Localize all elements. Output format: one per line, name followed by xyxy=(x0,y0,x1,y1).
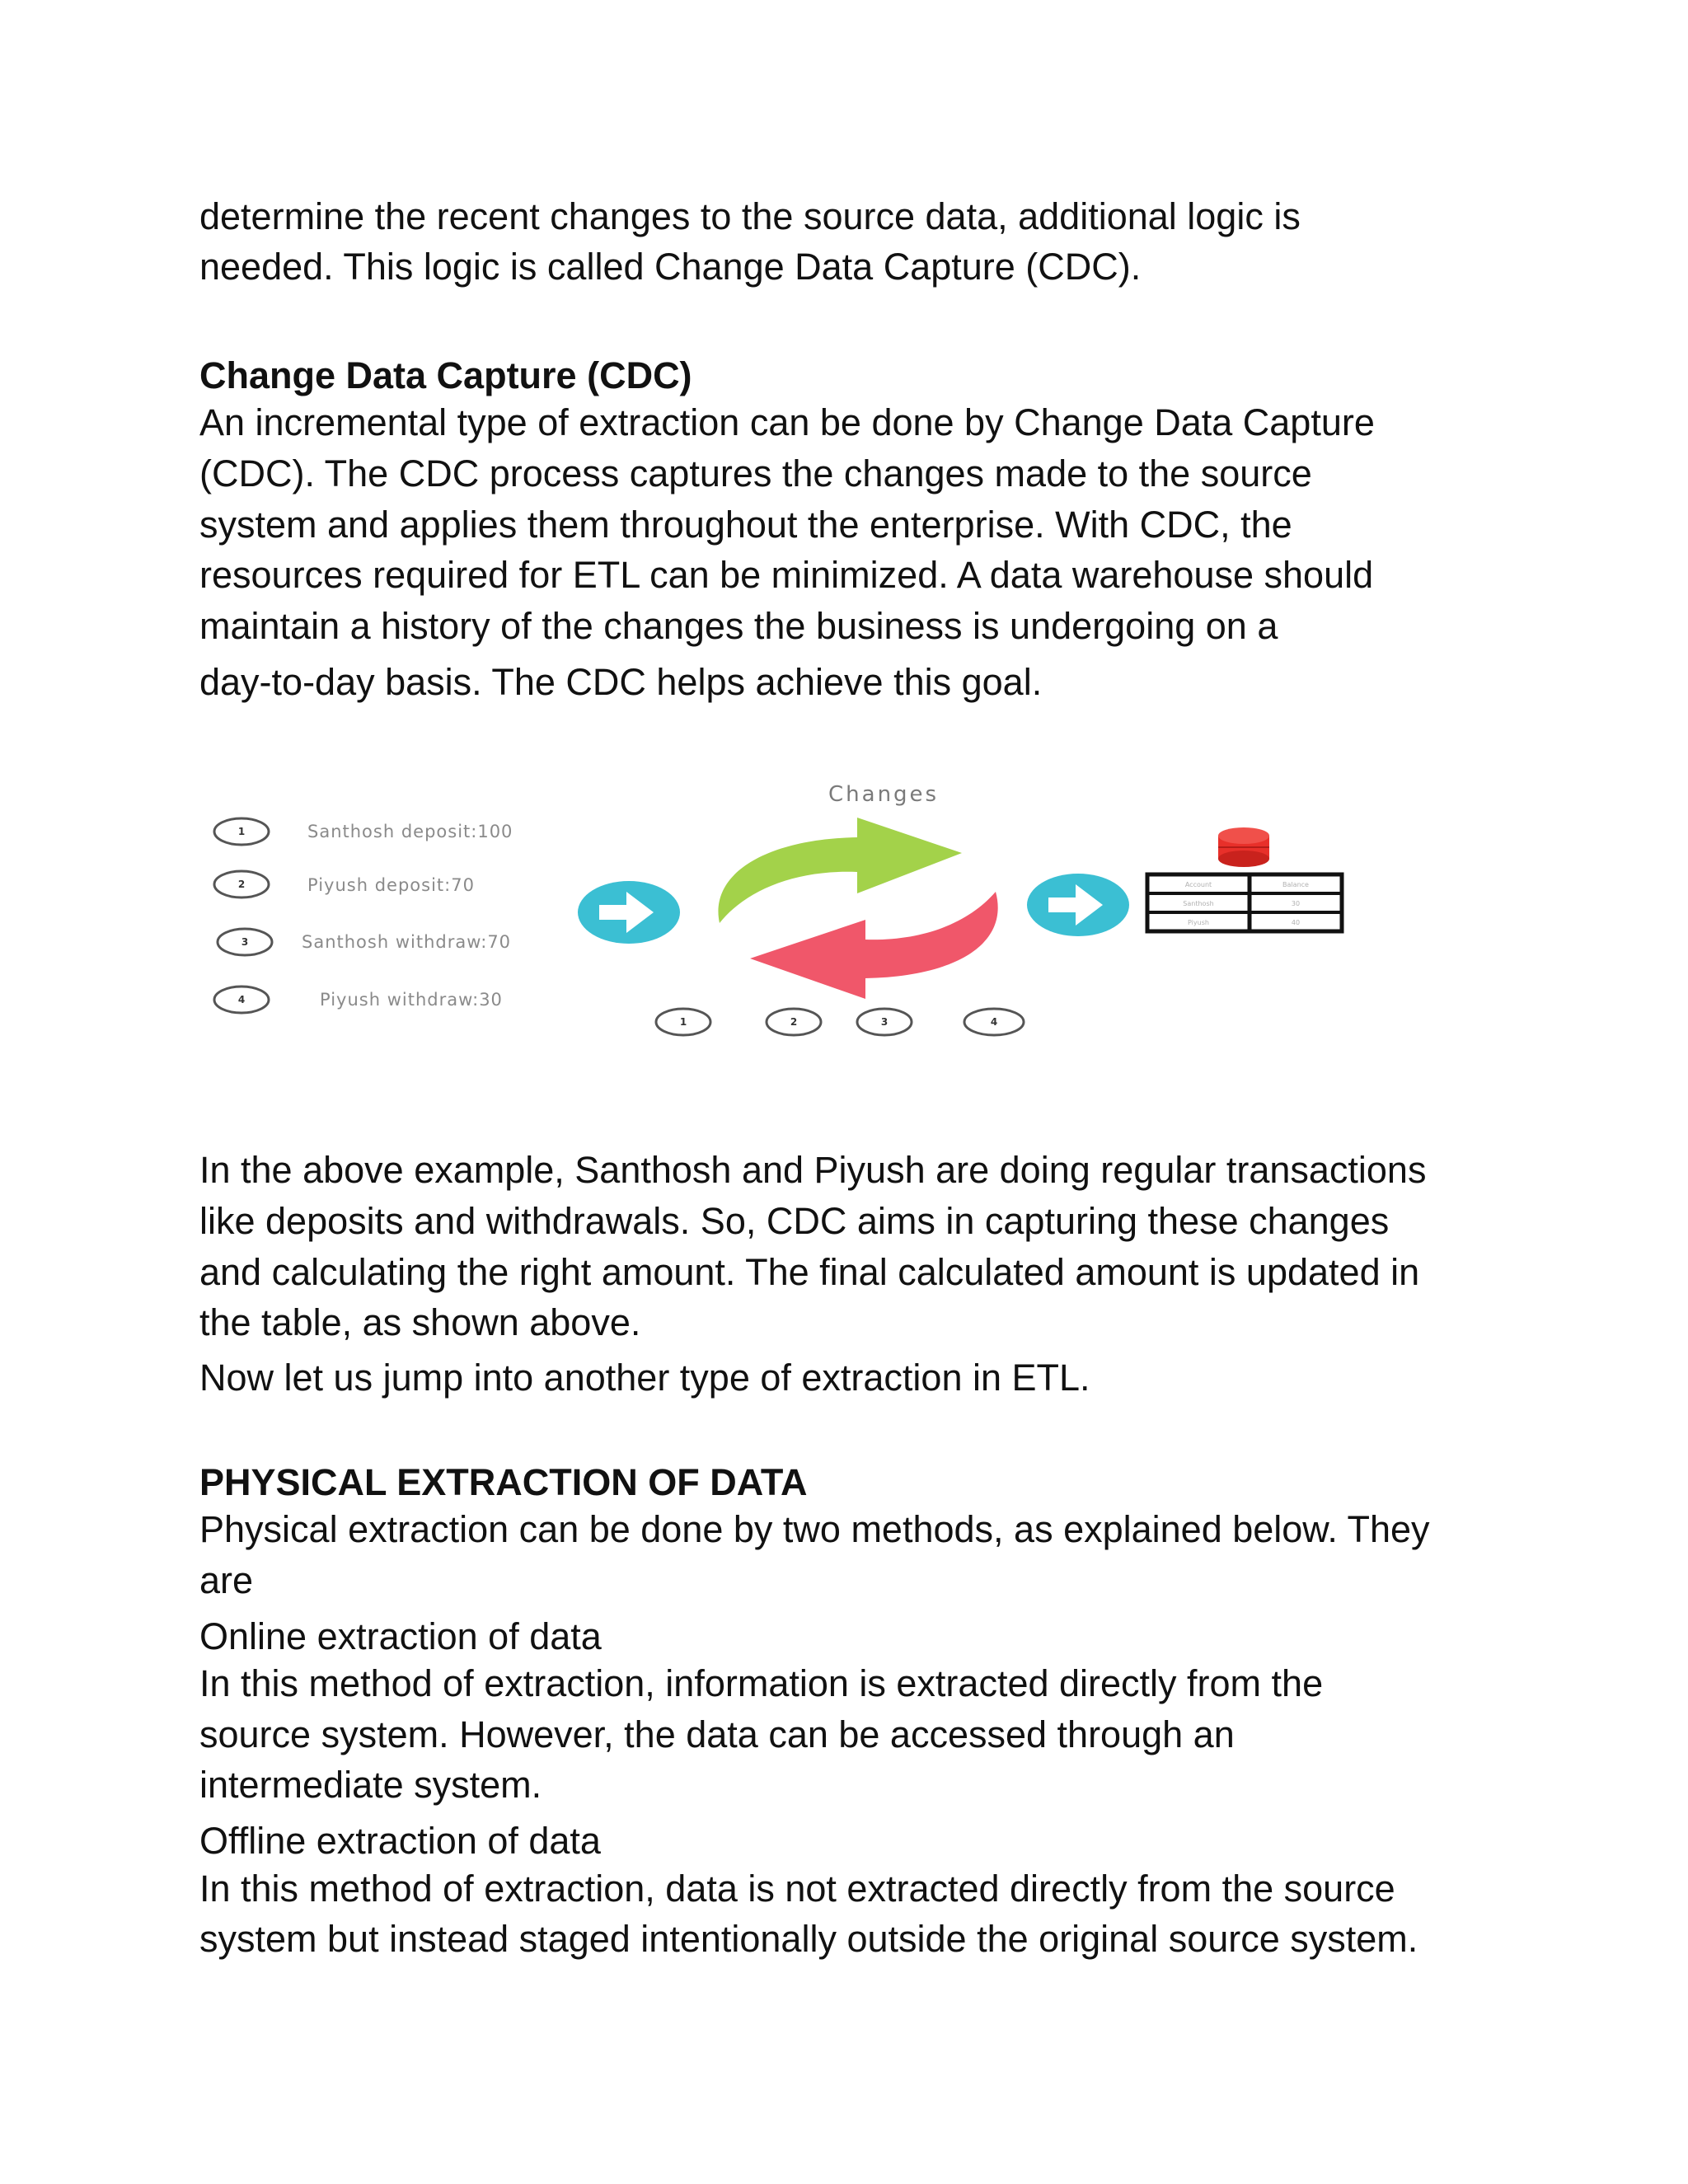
table-cell: Piyush xyxy=(1188,919,1209,926)
cdc-line-5: maintain a history of the changes the business is undergoing on a xyxy=(199,605,1278,647)
bottom-steps xyxy=(656,1009,1024,1035)
transaction-label: Santhosh withdraw:70 xyxy=(302,932,512,952)
circle-arrow-icon xyxy=(578,881,680,944)
transaction-item xyxy=(214,871,475,898)
physical-heading: PHYSICAL EXTRACTION OF DATA xyxy=(199,1461,808,1503)
example-next-line: Now let us jump into another type of extraction in ETL. xyxy=(199,1357,1090,1399)
physical-intro-line-1: Physical extraction can be done by two methods, as explained below. They xyxy=(199,1508,1430,1550)
transaction-number: 1 xyxy=(237,826,246,837)
intro-line-1: determine the recent changes to the source data, additional logic is xyxy=(199,195,1301,237)
cdc-diagram xyxy=(198,766,1368,1047)
transaction-label: Santhosh deposit:100 xyxy=(307,822,513,841)
backward-arrow-icon xyxy=(750,892,998,999)
transaction-item xyxy=(214,987,503,1013)
example-line-2: like deposits and withdrawals. So, CDC aims in capturing these changes xyxy=(199,1200,1390,1242)
cdc-line-1: An incremental type of extraction can be done by Change Data Capture xyxy=(199,401,1375,443)
online-line-2: source system. However, the data can be accessed through an xyxy=(199,1713,1235,1755)
online-title: Online extraction of data xyxy=(199,1615,602,1657)
example-line-3: and calculating the right amount. The final calculated amount is updated in xyxy=(199,1251,1420,1293)
table-cell: 30 xyxy=(1291,900,1301,907)
step-marker xyxy=(656,1009,710,1035)
online-line-1: In this method of extraction, information is extracted directly from the xyxy=(199,1662,1324,1704)
step-marker xyxy=(857,1009,912,1035)
step-number: 1 xyxy=(679,1016,687,1028)
intro-line-2: needed. This logic is called Change Data Capture (CDC). xyxy=(199,246,1142,288)
balance-table xyxy=(1147,874,1342,931)
step-marker xyxy=(767,1009,821,1035)
cdc-line-2: (CDC). The CDC process captures the changes made to the source xyxy=(199,452,1312,494)
transaction-number: 2 xyxy=(237,879,246,890)
example-line-4: the table, as shown above. xyxy=(199,1301,641,1343)
step-number: 2 xyxy=(790,1016,798,1028)
transaction-item xyxy=(218,929,511,955)
cdc-line-3: system and applies them throughout the enterprise. With CDC, the xyxy=(199,504,1292,546)
example-line-1: In the above example, Santhosh and Piyush are doing regular transactions xyxy=(199,1149,1427,1191)
table-header: Balance xyxy=(1282,881,1309,888)
database-icon xyxy=(1218,827,1269,867)
transaction-label: Piyush deposit:70 xyxy=(307,875,475,895)
cdc-line-6: day-to-day basis. The CDC helps achieve this goal. xyxy=(199,661,1043,703)
step-number: 3 xyxy=(880,1016,889,1028)
offline-line-1: In this method of extraction, data is not extracted directly from the source xyxy=(199,1868,1395,1910)
table-header: Account xyxy=(1184,881,1212,888)
transaction-list xyxy=(214,818,513,1013)
online-line-3: intermediate system. xyxy=(199,1764,542,1806)
cdc-heading: Change Data Capture (CDC) xyxy=(199,354,692,396)
offline-title: Offline extraction of data xyxy=(199,1820,601,1862)
cdc-line-4: resources required for ETL can be minimized. A data warehouse should xyxy=(199,554,1374,596)
transaction-label: Piyush withdraw:30 xyxy=(320,990,503,1010)
physical-intro-line-2: are xyxy=(199,1559,254,1601)
step-marker xyxy=(964,1009,1024,1035)
table-cell: Santhosh xyxy=(1183,900,1214,907)
table-cell: 40 xyxy=(1291,919,1301,926)
transaction-number: 3 xyxy=(241,936,249,948)
circle-arrow-icon xyxy=(1027,874,1129,936)
transaction-item xyxy=(214,818,513,845)
changes-title: Changes xyxy=(828,782,940,807)
transaction-number: 4 xyxy=(237,994,246,1005)
offline-line-2: system but instead staged intentionally outside the original source system. xyxy=(199,1918,1418,1960)
forward-arrow-icon xyxy=(718,818,962,923)
step-number: 4 xyxy=(990,1016,998,1028)
